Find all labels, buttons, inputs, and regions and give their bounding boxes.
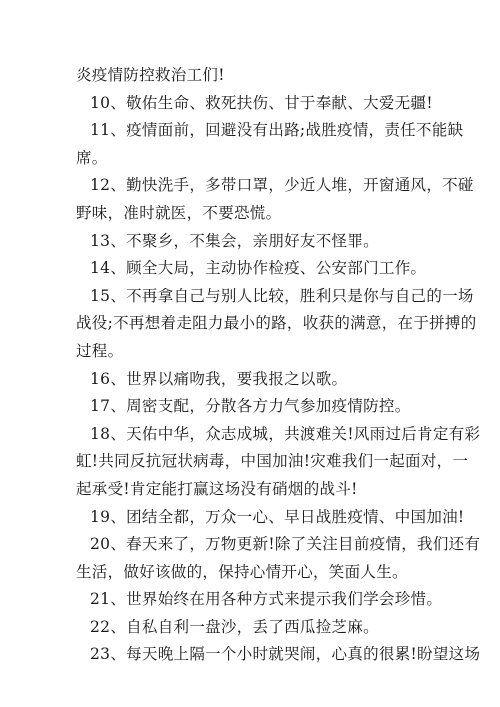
text-line: 席。: [76, 148, 108, 167]
text-line: 起承受!肯定能打赢这场没有硝烟的战斗!: [76, 479, 358, 498]
text-line: 10、敬佑生命、救死扶伤、甘于奉献、大爱无疆!: [90, 93, 433, 112]
text-line: 17、周密支配，分散各方力气参加疫情防控。: [90, 397, 411, 416]
text-line: 13、不聚乡，不集会，亲朋好友不怪罪。: [90, 231, 379, 250]
text-line: 11、疫情面前，回避没有出路;战胜疫情，责任不能缺: [90, 121, 464, 140]
text-line: 20、春天来了，万物更新!除了关注目前疫情，我们还有: [90, 535, 481, 554]
text-line: 战役;不再想着走阻力最小的路，收获的满意，在于拼搏的: [76, 314, 477, 333]
text-line: 18、天佑中华，众志成城，共渡难关!风雨过后肯定有彩: [90, 424, 481, 443]
text-line: 15、不再拿自己与别人比较，胜利只是你与自己的一场: [90, 286, 474, 305]
text-line: 生活，做好该做的，保持心情开心，笑面人生。: [76, 562, 408, 581]
text-line: 21、世界始终在用各种方式来提示我们学会珍惜。: [90, 590, 443, 609]
text-line: 炎疫情防控救治工们!: [76, 66, 225, 84]
text-line: 虹!共同反抗冠状病毒，中国加油!灾难我们一起面对，一: [76, 452, 469, 471]
text-line: 12、勤快洗手，多带口罩，少近人堆，开窗通风，不碰: [90, 176, 474, 195]
text-line: 22、自私自利一盘沙，丢了西瓜捡芝麻。: [90, 617, 379, 636]
text-line: 14、顾全大局，主动协作检疫、公安部门工作。: [90, 259, 427, 278]
text-line: 19、团结全都，万众一心、早日战胜疫情、中国加油!: [90, 507, 465, 526]
text-line: 过程。: [76, 341, 124, 360]
text-line: 16、世界以痛吻我，要我报之以歌。: [90, 369, 348, 388]
text-line: 23、每天晚上隔一个小时就哭闹，心真的很累!盼望这场: [90, 645, 481, 664]
text-line: 野味，准时就医，不要恐慌。: [76, 203, 282, 222]
